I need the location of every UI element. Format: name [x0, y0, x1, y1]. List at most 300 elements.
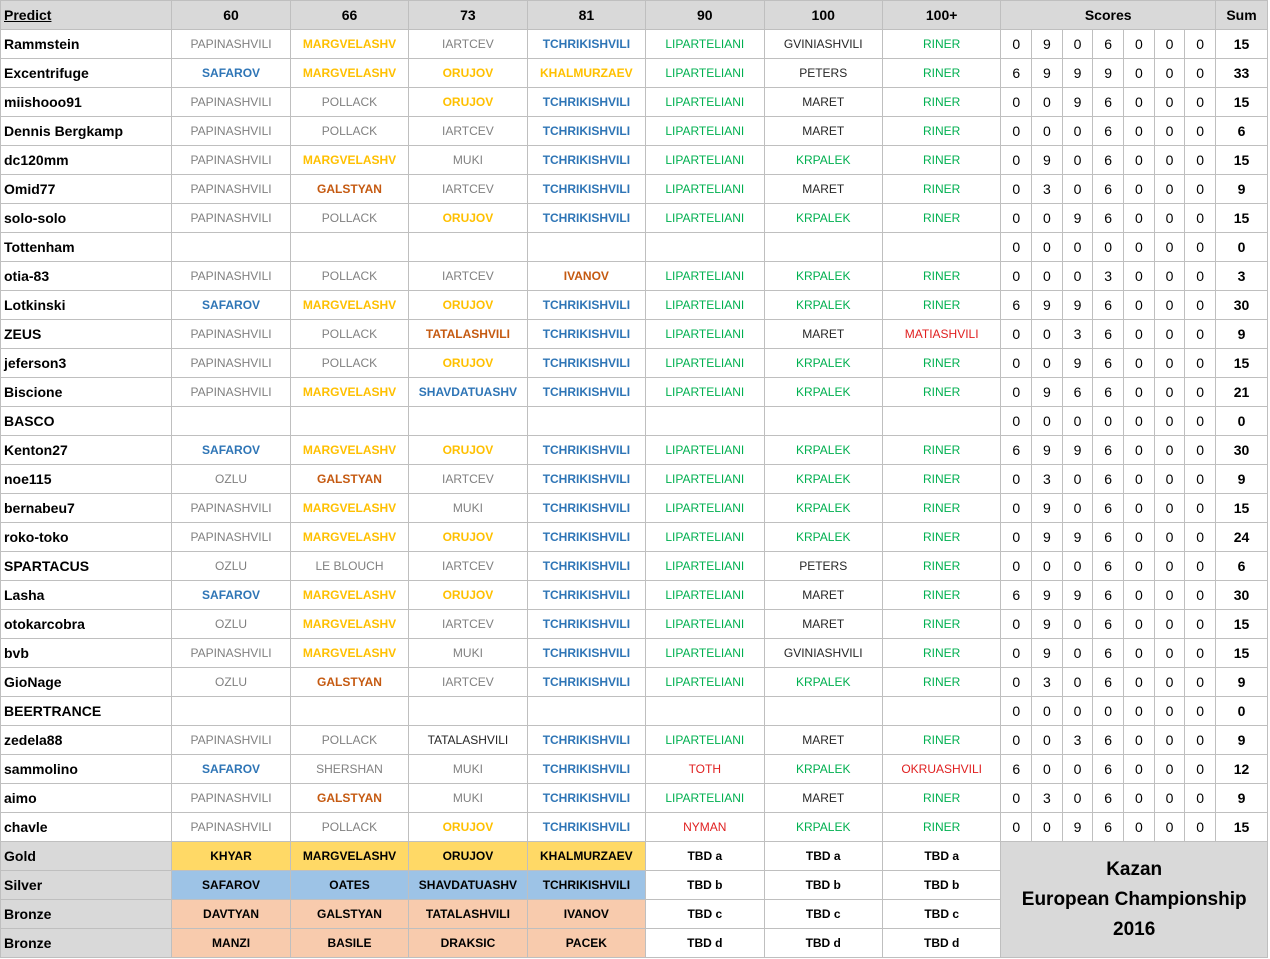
score-cell[interactable]: 0: [1185, 813, 1216, 842]
prediction-cell[interactable]: MUKI: [409, 755, 527, 784]
prediction-cell[interactable]: TCHRIKISHVILI: [527, 755, 645, 784]
medal-winner-cell[interactable]: GALSTYAN: [290, 900, 408, 929]
prediction-cell[interactable]: OZLU: [172, 552, 290, 581]
medal-winner-cell[interactable]: IVANOV: [527, 900, 645, 929]
prediction-cell[interactable]: [527, 697, 645, 726]
sum-cell[interactable]: 9: [1216, 668, 1268, 697]
prediction-cell[interactable]: OZLU: [172, 610, 290, 639]
medal-winner-cell[interactable]: KHALMURZAEV: [527, 842, 645, 871]
score-cell[interactable]: 9: [1062, 88, 1093, 117]
score-cell[interactable]: 0: [1185, 726, 1216, 755]
prediction-cell[interactable]: IARTCEV: [409, 117, 527, 146]
score-cell[interactable]: 0: [1124, 233, 1155, 262]
score-cell[interactable]: 0: [1154, 697, 1185, 726]
prediction-cell[interactable]: KRPALEK: [764, 262, 882, 291]
prediction-cell[interactable]: RINER: [882, 349, 1000, 378]
prediction-cell[interactable]: GALSTYAN: [290, 465, 408, 494]
score-cell[interactable]: 0: [1124, 552, 1155, 581]
sum-cell[interactable]: 15: [1216, 88, 1268, 117]
score-cell[interactable]: 0: [1154, 59, 1185, 88]
score-cell[interactable]: 0: [1124, 813, 1155, 842]
prediction-cell[interactable]: [290, 407, 408, 436]
score-cell[interactable]: 6: [1001, 291, 1032, 320]
score-cell[interactable]: 6: [1093, 30, 1124, 59]
score-cell[interactable]: 0: [1185, 88, 1216, 117]
participant-name-cell[interactable]: solo-solo: [1, 204, 172, 233]
prediction-cell[interactable]: MARGVELASHV: [290, 291, 408, 320]
score-cell[interactable]: 0: [1001, 262, 1032, 291]
score-cell[interactable]: 9: [1032, 59, 1063, 88]
tbd-cell[interactable]: TBD b: [764, 871, 882, 900]
medal-winner-cell[interactable]: TATALASHVILI: [409, 900, 527, 929]
prediction-cell[interactable]: TCHRIKISHVILI: [527, 726, 645, 755]
score-cell[interactable]: 0: [1154, 610, 1185, 639]
participant-name-cell[interactable]: Dennis Bergkamp: [1, 117, 172, 146]
sum-cell[interactable]: 15: [1216, 204, 1268, 233]
medal-winner-cell[interactable]: DAVTYAN: [172, 900, 290, 929]
prediction-cell[interactable]: KRPALEK: [764, 813, 882, 842]
score-cell[interactable]: 0: [1185, 784, 1216, 813]
prediction-cell[interactable]: [409, 407, 527, 436]
prediction-cell[interactable]: MARET: [764, 88, 882, 117]
score-cell[interactable]: 0: [1124, 117, 1155, 146]
prediction-cell[interactable]: GVINIASHVILI: [764, 639, 882, 668]
score-cell[interactable]: 0: [1154, 407, 1185, 436]
prediction-cell[interactable]: [527, 407, 645, 436]
prediction-cell[interactable]: TCHRIKISHVILI: [527, 494, 645, 523]
prediction-cell[interactable]: RINER: [882, 813, 1000, 842]
sum-cell[interactable]: 24: [1216, 523, 1268, 552]
score-cell[interactable]: 0: [1001, 378, 1032, 407]
prediction-cell[interactable]: ORUJOV: [409, 436, 527, 465]
score-cell[interactable]: 0: [1062, 755, 1093, 784]
prediction-cell[interactable]: PAPINASHVILI: [172, 784, 290, 813]
score-cell[interactable]: 0: [1154, 175, 1185, 204]
prediction-cell[interactable]: RINER: [882, 465, 1000, 494]
prediction-cell[interactable]: POLLACK: [290, 349, 408, 378]
participant-name-cell[interactable]: chavle: [1, 813, 172, 842]
score-cell[interactable]: 9: [1062, 813, 1093, 842]
score-cell[interactable]: 0: [1032, 320, 1063, 349]
score-cell[interactable]: 0: [1124, 436, 1155, 465]
score-cell[interactable]: 0: [1124, 30, 1155, 59]
participant-name-cell[interactable]: bvb: [1, 639, 172, 668]
prediction-cell[interactable]: RINER: [882, 146, 1000, 175]
prediction-cell[interactable]: POLLACK: [290, 204, 408, 233]
sum-cell[interactable]: 21: [1216, 378, 1268, 407]
score-cell[interactable]: 0: [1154, 668, 1185, 697]
prediction-cell[interactable]: LIPARTELIANI: [646, 784, 764, 813]
score-cell[interactable]: 6: [1093, 813, 1124, 842]
prediction-cell[interactable]: [764, 697, 882, 726]
participant-name-cell[interactable]: ZEUS: [1, 320, 172, 349]
header-category[interactable]: 60: [172, 1, 290, 30]
score-cell[interactable]: 0: [1185, 639, 1216, 668]
sum-cell[interactable]: 6: [1216, 117, 1268, 146]
score-cell[interactable]: 0: [1062, 146, 1093, 175]
score-cell[interactable]: 0: [1032, 262, 1063, 291]
medal-winner-cell[interactable]: PACEK: [527, 929, 645, 958]
prediction-cell[interactable]: RINER: [882, 436, 1000, 465]
score-cell[interactable]: 0: [1001, 697, 1032, 726]
score-cell[interactable]: 9: [1032, 639, 1063, 668]
prediction-cell[interactable]: MARGVELASHV: [290, 523, 408, 552]
prediction-cell[interactable]: ORUJOV: [409, 59, 527, 88]
score-cell[interactable]: 0: [1124, 146, 1155, 175]
sum-cell[interactable]: 0: [1216, 407, 1268, 436]
prediction-cell[interactable]: IARTCEV: [409, 262, 527, 291]
prediction-cell[interactable]: RINER: [882, 378, 1000, 407]
participant-name-cell[interactable]: roko-toko: [1, 523, 172, 552]
score-cell[interactable]: 0: [1185, 436, 1216, 465]
score-cell[interactable]: 6: [1093, 610, 1124, 639]
prediction-cell[interactable]: MATIASHVILI: [882, 320, 1000, 349]
tbd-cell[interactable]: TBD c: [882, 900, 1000, 929]
score-cell[interactable]: 6: [1093, 146, 1124, 175]
participant-name-cell[interactable]: Lasha: [1, 581, 172, 610]
prediction-cell[interactable]: ORUJOV: [409, 291, 527, 320]
medal-label-cell[interactable]: Bronze: [1, 900, 172, 929]
prediction-cell[interactable]: RINER: [882, 784, 1000, 813]
prediction-cell[interactable]: POLLACK: [290, 262, 408, 291]
prediction-cell[interactable]: RINER: [882, 552, 1000, 581]
score-cell[interactable]: 0: [1062, 233, 1093, 262]
tbd-cell[interactable]: TBD a: [882, 842, 1000, 871]
score-cell[interactable]: 0: [1154, 465, 1185, 494]
prediction-cell[interactable]: TCHRIKISHVILI: [527, 175, 645, 204]
prediction-cell[interactable]: [172, 407, 290, 436]
score-cell[interactable]: 0: [1185, 523, 1216, 552]
score-cell[interactable]: 0: [1185, 59, 1216, 88]
prediction-cell[interactable]: MARGVELASHV: [290, 146, 408, 175]
score-cell[interactable]: 0: [1001, 639, 1032, 668]
prediction-cell[interactable]: LIPARTELIANI: [646, 204, 764, 233]
score-cell[interactable]: 0: [1154, 30, 1185, 59]
participant-name-cell[interactable]: BEERTRANCE: [1, 697, 172, 726]
participant-name-cell[interactable]: Omid77: [1, 175, 172, 204]
header-category[interactable]: 66: [290, 1, 408, 30]
tbd-cell[interactable]: TBD a: [764, 842, 882, 871]
score-cell[interactable]: 6: [1093, 668, 1124, 697]
score-cell[interactable]: 0: [1062, 552, 1093, 581]
score-cell[interactable]: 6: [1093, 291, 1124, 320]
prediction-cell[interactable]: [527, 233, 645, 262]
score-cell[interactable]: 3: [1032, 465, 1063, 494]
header-category[interactable]: 100: [764, 1, 882, 30]
prediction-cell[interactable]: RINER: [882, 668, 1000, 697]
medal-winner-cell[interactable]: ORUJOV: [409, 842, 527, 871]
medal-winner-cell[interactable]: SHAVDATUASHV: [409, 871, 527, 900]
tbd-cell[interactable]: TBD d: [646, 929, 764, 958]
score-cell[interactable]: 0: [1062, 262, 1093, 291]
score-cell[interactable]: 0: [1062, 175, 1093, 204]
prediction-cell[interactable]: RINER: [882, 175, 1000, 204]
prediction-cell[interactable]: MARET: [764, 320, 882, 349]
score-cell[interactable]: 9: [1032, 610, 1063, 639]
prediction-cell[interactable]: SHERSHAN: [290, 755, 408, 784]
score-cell[interactable]: 0: [1185, 262, 1216, 291]
tbd-cell[interactable]: TBD d: [882, 929, 1000, 958]
score-cell[interactable]: 0: [1185, 146, 1216, 175]
prediction-cell[interactable]: TCHRIKISHVILI: [527, 813, 645, 842]
prediction-cell[interactable]: LIPARTELIANI: [646, 88, 764, 117]
score-cell[interactable]: 3: [1062, 320, 1093, 349]
prediction-cell[interactable]: LIPARTELIANI: [646, 610, 764, 639]
prediction-cell[interactable]: [646, 233, 764, 262]
prediction-cell[interactable]: IARTCEV: [409, 465, 527, 494]
prediction-cell[interactable]: TCHRIKISHVILI: [527, 610, 645, 639]
score-cell[interactable]: 9: [1062, 523, 1093, 552]
score-cell[interactable]: 0: [1124, 639, 1155, 668]
prediction-cell[interactable]: LIPARTELIANI: [646, 465, 764, 494]
prediction-cell[interactable]: IARTCEV: [409, 668, 527, 697]
score-cell[interactable]: 0: [1001, 349, 1032, 378]
prediction-cell[interactable]: [764, 233, 882, 262]
tbd-cell[interactable]: TBD b: [882, 871, 1000, 900]
prediction-cell[interactable]: IVANOV: [527, 262, 645, 291]
prediction-cell[interactable]: MARGVELASHV: [290, 436, 408, 465]
prediction-cell[interactable]: TCHRIKISHVILI: [527, 523, 645, 552]
prediction-cell[interactable]: MARET: [764, 610, 882, 639]
prediction-cell[interactable]: LIPARTELIANI: [646, 552, 764, 581]
score-cell[interactable]: 0: [1185, 494, 1216, 523]
medal-winner-cell[interactable]: BASILE: [290, 929, 408, 958]
prediction-cell[interactable]: LIPARTELIANI: [646, 668, 764, 697]
prediction-cell[interactable]: LIPARTELIANI: [646, 349, 764, 378]
score-cell[interactable]: 0: [1001, 30, 1032, 59]
score-cell[interactable]: 0: [1185, 175, 1216, 204]
prediction-cell[interactable]: SAFAROV: [172, 59, 290, 88]
score-cell[interactable]: 6: [1093, 320, 1124, 349]
score-cell[interactable]: 0: [1185, 204, 1216, 233]
prediction-cell[interactable]: PAPINASHVILI: [172, 639, 290, 668]
participant-name-cell[interactable]: BASCO: [1, 407, 172, 436]
participant-name-cell[interactable]: Rammstein: [1, 30, 172, 59]
score-cell[interactable]: 6: [1093, 204, 1124, 233]
header-predict[interactable]: Predict: [1, 1, 172, 30]
score-cell[interactable]: 0: [1124, 755, 1155, 784]
prediction-cell[interactable]: LIPARTELIANI: [646, 726, 764, 755]
prediction-cell[interactable]: POLLACK: [290, 88, 408, 117]
prediction-cell[interactable]: MARGVELASHV: [290, 494, 408, 523]
participant-name-cell[interactable]: otokarcobra: [1, 610, 172, 639]
score-cell[interactable]: 0: [1124, 494, 1155, 523]
participant-name-cell[interactable]: bernabeu7: [1, 494, 172, 523]
prediction-cell[interactable]: TCHRIKISHVILI: [527, 88, 645, 117]
prediction-cell[interactable]: LIPARTELIANI: [646, 117, 764, 146]
prediction-cell[interactable]: KRPALEK: [764, 349, 882, 378]
score-cell[interactable]: 0: [1032, 117, 1063, 146]
tbd-cell[interactable]: TBD b: [646, 871, 764, 900]
participant-name-cell[interactable]: Biscione: [1, 378, 172, 407]
score-cell[interactable]: 0: [1001, 465, 1032, 494]
prediction-cell[interactable]: KHALMURZAEV: [527, 59, 645, 88]
score-cell[interactable]: 6: [1093, 175, 1124, 204]
sum-cell[interactable]: 6: [1216, 552, 1268, 581]
prediction-cell[interactable]: KRPALEK: [764, 668, 882, 697]
participant-name-cell[interactable]: otia-83: [1, 262, 172, 291]
score-cell[interactable]: 0: [1032, 726, 1063, 755]
prediction-cell[interactable]: KRPALEK: [764, 378, 882, 407]
prediction-cell[interactable]: [290, 233, 408, 262]
prediction-cell[interactable]: PAPINASHVILI: [172, 349, 290, 378]
score-cell[interactable]: 0: [1154, 581, 1185, 610]
score-cell[interactable]: 0: [1032, 552, 1063, 581]
prediction-cell[interactable]: KRPALEK: [764, 204, 882, 233]
prediction-cell[interactable]: TCHRIKISHVILI: [527, 378, 645, 407]
score-cell[interactable]: 0: [1185, 30, 1216, 59]
prediction-cell[interactable]: MARET: [764, 784, 882, 813]
score-cell[interactable]: 0: [1154, 494, 1185, 523]
score-cell[interactable]: 0: [1124, 726, 1155, 755]
score-cell[interactable]: 0: [1185, 349, 1216, 378]
prediction-cell[interactable]: RINER: [882, 204, 1000, 233]
participant-name-cell[interactable]: aimo: [1, 784, 172, 813]
participant-name-cell[interactable]: dc120mm: [1, 146, 172, 175]
score-cell[interactable]: 0: [1032, 349, 1063, 378]
sum-cell[interactable]: 30: [1216, 436, 1268, 465]
prediction-cell[interactable]: RINER: [882, 59, 1000, 88]
prediction-cell[interactable]: GALSTYAN: [290, 175, 408, 204]
medal-winner-cell[interactable]: MANZI: [172, 929, 290, 958]
prediction-cell[interactable]: ORUJOV: [409, 88, 527, 117]
score-cell[interactable]: 0: [1001, 494, 1032, 523]
prediction-cell[interactable]: TCHRIKISHVILI: [527, 668, 645, 697]
prediction-cell[interactable]: LIPARTELIANI: [646, 494, 764, 523]
prediction-cell[interactable]: [882, 407, 1000, 436]
prediction-cell[interactable]: MARGVELASHV: [290, 59, 408, 88]
score-cell[interactable]: 9: [1032, 146, 1063, 175]
prediction-cell[interactable]: IARTCEV: [409, 552, 527, 581]
score-cell[interactable]: 0: [1154, 639, 1185, 668]
score-cell[interactable]: 0: [1154, 233, 1185, 262]
score-cell[interactable]: 0: [1185, 610, 1216, 639]
prediction-cell[interactable]: GALSTYAN: [290, 784, 408, 813]
prediction-cell[interactable]: PAPINASHVILI: [172, 726, 290, 755]
tbd-cell[interactable]: TBD c: [764, 900, 882, 929]
prediction-cell[interactable]: LIPARTELIANI: [646, 262, 764, 291]
prediction-cell[interactable]: OKRUASHVILI: [882, 755, 1000, 784]
sum-cell[interactable]: 15: [1216, 30, 1268, 59]
prediction-cell[interactable]: MARET: [764, 726, 882, 755]
prediction-cell[interactable]: TCHRIKISHVILI: [527, 204, 645, 233]
score-cell[interactable]: 0: [1062, 117, 1093, 146]
score-cell[interactable]: 0: [1001, 523, 1032, 552]
prediction-cell[interactable]: TCHRIKISHVILI: [527, 784, 645, 813]
score-cell[interactable]: 6: [1001, 755, 1032, 784]
prediction-cell[interactable]: POLLACK: [290, 726, 408, 755]
prediction-cell[interactable]: POLLACK: [290, 117, 408, 146]
score-cell[interactable]: 0: [1154, 784, 1185, 813]
score-cell[interactable]: 0: [1154, 755, 1185, 784]
prediction-cell[interactable]: [409, 697, 527, 726]
score-cell[interactable]: 6: [1093, 436, 1124, 465]
prediction-cell[interactable]: MARET: [764, 175, 882, 204]
prediction-cell[interactable]: PETERS: [764, 552, 882, 581]
prediction-cell[interactable]: TCHRIKISHVILI: [527, 581, 645, 610]
sum-cell[interactable]: 15: [1216, 813, 1268, 842]
sum-cell[interactable]: 9: [1216, 465, 1268, 494]
header-sum[interactable]: Sum: [1216, 1, 1268, 30]
prediction-cell[interactable]: TOTH: [646, 755, 764, 784]
sum-cell[interactable]: 30: [1216, 291, 1268, 320]
score-cell[interactable]: 0: [1001, 233, 1032, 262]
prediction-cell[interactable]: SAFAROV: [172, 291, 290, 320]
score-cell[interactable]: 0: [1185, 465, 1216, 494]
score-cell[interactable]: 0: [1062, 668, 1093, 697]
score-cell[interactable]: 9: [1032, 291, 1063, 320]
score-cell[interactable]: 6: [1093, 88, 1124, 117]
medal-label-cell[interactable]: Silver: [1, 871, 172, 900]
score-cell[interactable]: 0: [1124, 88, 1155, 117]
score-cell[interactable]: 0: [1062, 784, 1093, 813]
score-cell[interactable]: 9: [1032, 378, 1063, 407]
score-cell[interactable]: 0: [1124, 523, 1155, 552]
score-cell[interactable]: 0: [1001, 407, 1032, 436]
score-cell[interactable]: 0: [1154, 813, 1185, 842]
score-cell[interactable]: 3: [1062, 726, 1093, 755]
prediction-cell[interactable]: [172, 697, 290, 726]
score-cell[interactable]: 0: [1124, 204, 1155, 233]
prediction-cell[interactable]: KRPALEK: [764, 436, 882, 465]
score-cell[interactable]: 9: [1062, 291, 1093, 320]
score-cell[interactable]: 0: [1154, 117, 1185, 146]
score-cell[interactable]: 0: [1001, 175, 1032, 204]
prediction-cell[interactable]: KRPALEK: [764, 146, 882, 175]
medal-winner-cell[interactable]: KHYAR: [172, 842, 290, 871]
score-cell[interactable]: 0: [1124, 349, 1155, 378]
sum-cell[interactable]: 3: [1216, 262, 1268, 291]
sum-cell[interactable]: 30: [1216, 581, 1268, 610]
score-cell[interactable]: 0: [1032, 755, 1063, 784]
prediction-cell[interactable]: NYMAN: [646, 813, 764, 842]
score-cell[interactable]: 0: [1062, 30, 1093, 59]
prediction-cell[interactable]: PAPINASHVILI: [172, 88, 290, 117]
score-cell[interactable]: 0: [1062, 639, 1093, 668]
score-cell[interactable]: 0: [1001, 88, 1032, 117]
sum-cell[interactable]: 0: [1216, 233, 1268, 262]
score-cell[interactable]: 0: [1185, 407, 1216, 436]
score-cell[interactable]: 0: [1154, 349, 1185, 378]
participant-name-cell[interactable]: GioNage: [1, 668, 172, 697]
participant-name-cell[interactable]: zedela88: [1, 726, 172, 755]
score-cell[interactable]: 0: [1062, 610, 1093, 639]
prediction-cell[interactable]: PAPINASHVILI: [172, 813, 290, 842]
prediction-cell[interactable]: TCHRIKISHVILI: [527, 320, 645, 349]
score-cell[interactable]: 0: [1124, 668, 1155, 697]
score-cell[interactable]: 0: [1154, 262, 1185, 291]
prediction-cell[interactable]: RINER: [882, 494, 1000, 523]
score-cell[interactable]: 0: [1124, 320, 1155, 349]
participant-name-cell[interactable]: Kenton27: [1, 436, 172, 465]
score-cell[interactable]: 6: [1093, 784, 1124, 813]
score-cell[interactable]: 0: [1062, 494, 1093, 523]
prediction-cell[interactable]: MARET: [764, 117, 882, 146]
prediction-cell[interactable]: [409, 233, 527, 262]
score-cell[interactable]: 0: [1001, 117, 1032, 146]
sum-cell[interactable]: 15: [1216, 494, 1268, 523]
score-cell[interactable]: 0: [1062, 465, 1093, 494]
prediction-cell[interactable]: [290, 697, 408, 726]
sum-cell[interactable]: 9: [1216, 320, 1268, 349]
medal-winner-cell[interactable]: OATES: [290, 871, 408, 900]
tbd-cell[interactable]: TBD a: [646, 842, 764, 871]
score-cell[interactable]: 0: [1185, 320, 1216, 349]
score-cell[interactable]: 6: [1093, 552, 1124, 581]
score-cell[interactable]: 6: [1093, 465, 1124, 494]
score-cell[interactable]: 6: [1093, 726, 1124, 755]
score-cell[interactable]: 6: [1001, 59, 1032, 88]
